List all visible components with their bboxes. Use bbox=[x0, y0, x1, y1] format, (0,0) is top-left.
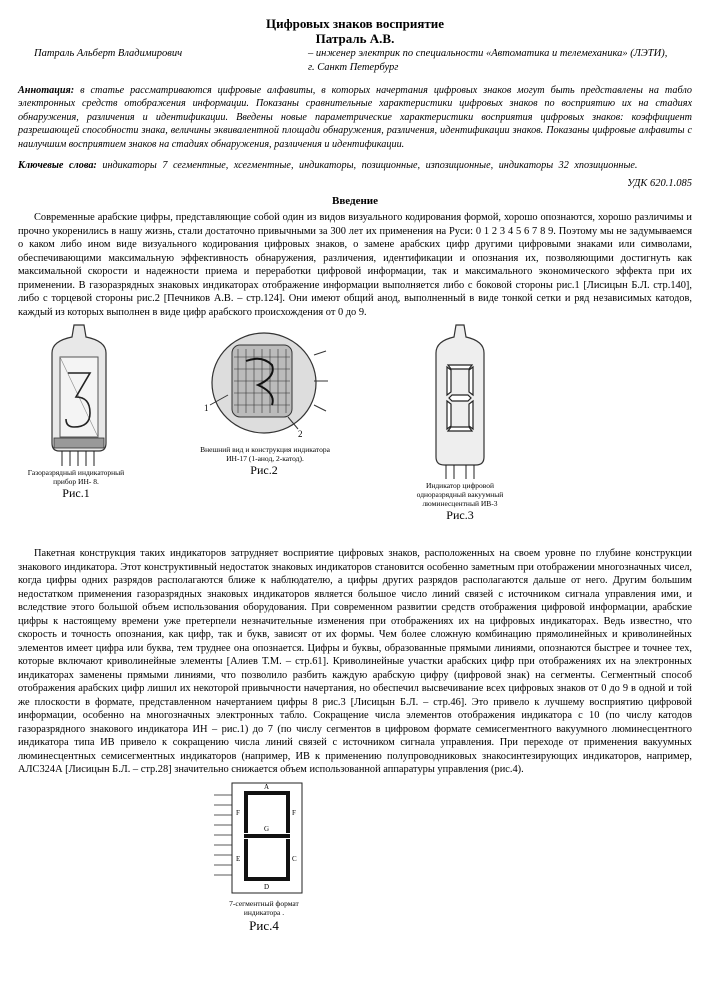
paper-title: Цифровых знаков восприятие bbox=[266, 16, 444, 31]
author-city: г. Санкт Петербург bbox=[308, 62, 399, 73]
segment-f-label: F bbox=[236, 808, 240, 817]
segment-a-label: A bbox=[264, 782, 270, 791]
figure-3-label: Рис.3 bbox=[446, 508, 474, 523]
paragraph-2: Пакетная конструкция таких индикаторов затрудняет восприятие цифровых знаков, расположенных на своем уровне по глубине конструкции знакового индикатора. Этот конструктивный недостаток знаковых индикаторов становится особенно заметным при отображении многозначных чисел, когда цифры одних разрядов располагаются ближе к наблюдателю, а цифры других разрядов располагаются дальше от него. Другим большим недостатком применения газоразрядных знаковых индикаторов является большое число линий связей с источником сигнала управления ими, и вследствие этого большой объем использования оборудования. При современном развитии средств отображения цифровой информации, арабские цифры к настоящему времени уже претерпели незначительные изменения при отображениях их на цифровых индикаторах. Ведь известно, что скорость и точность опознания, как цифр, так и букв, зависят от их формы. Чем более сложную комбинацию прямолинейных и криволинейных элементов имеет цифра или буква, тем труднее она опознается. Цифры и буквы, образованные прямыми линиями, опознаются быстрее и точнее тех, которые включают криволинейные элементы [Алиев Т.М. – стр.61]. Криволинейные участки арабских цифр при отображениях их на электронных индикаторах заменены прямыми линиями, что позволило разбить каждую арабскую цифру (цифровой знак) на сегменты. Сегментный способ отображения арабских цифр лишил их некоторой привычности начертания, но обеспечил высвечивание всех цифровых знаков от 0 до 9 в одной и той же плоскости в формате, представленном начертанием цифры 8 рис.3 [Лисицын Б.Л. – стр.46]. Это привело к лучшему восприятию цифровой информации, особенно на многозначных электронных табло. Сокращение числа элементов отображения индикатора с 10 (по числу катодов газоразрядного знакового индикатора ИН – рис.1) до 7 (по числу сегментов в цифровом формате семисегментного вакуумного люминесцентного индикатора типа ИВ привело к сокращению числа линий связей с источником сигнала управления. При переходе от применения вакуумных люминесцентных семисегментных индикаторов (например, ИВ к применению полупроводниковых знакосинтезирующих индикаторов, например, АЛС324А [Лисицын Б.Л. – стр.28] значительно снижается объем использованной аппаратуры управления (рис.4). bbox=[18, 548, 692, 776]
abstract bbox=[18, 84, 692, 151]
segment-d-label: D bbox=[264, 882, 270, 891]
author-position: – инженер электрик по специальности «Автоматика и телемеханика» (ЛЭТИ), bbox=[308, 48, 668, 59]
figure-4-label: Рис.4 bbox=[249, 917, 279, 933]
figure-2-label: Рис.2 bbox=[250, 463, 278, 478]
keywords-text: индикаторы 7 сегментные, хсегментные, индикаторы, позиционные, изпозиционные, индикаторы 32 хпозиционные. bbox=[96, 160, 638, 172]
vfd-tube-image bbox=[430, 323, 490, 481]
section-title: Введение bbox=[331, 195, 379, 208]
figure-3 bbox=[404, 323, 524, 523]
figure-4 bbox=[18, 777, 692, 947]
author-line bbox=[18, 48, 692, 61]
figure-4-caption: 7-сегментный формат индикатора . bbox=[229, 898, 299, 917]
nixie-tube-side-image bbox=[44, 323, 114, 468]
keywords bbox=[18, 159, 692, 172]
segment-c-label: C bbox=[292, 854, 297, 863]
abstract-text: в статье рассматриваются цифровые алфавиты, в которых начертания цифровых знаков могут быть представлены на табло электронных средств отображения информации. Показаны сравнительные характеристики цифровых знаков по восприятию их на стадиях обнаружения, различения и идентификации. Введены новые параметрические характеристики восприятия цифровых знаков: коэффициент разрешающей способности знака, величины эквивалентной площади обнаружения, различения, идентификации знаков. Показаны цифровые алфавиты с наилучшим восприятием знаков на стадиях обнаружения, различения и идентификации. bbox=[18, 85, 692, 150]
figures-row bbox=[18, 323, 692, 533]
segment-e-label: E bbox=[236, 854, 241, 863]
figure-1-caption: Газоразрядный индикаторный прибор ИН- 8. bbox=[27, 468, 125, 487]
udk-code: УДК 620.1.085 bbox=[627, 178, 692, 190]
paragraph-1: Современные арабские цифры, представляющие собой один из видов визуального кодирования формой, хорошо опознаются, хорошо различимы и прочно укоренились в нашу жизнь, стали достаточно привычными за 300 лет их применения на Руси: 0 1 2 3 4 5 6 7 8 9. Поэтому мы не задумываемся о каком либо ином виде визуального кодирования цифровых знаков, о замене арабских цифр другими цифровыми знаками или символами, обеспечивающими максимальную эффективность обнаружения, различения, идентификации и опознания их, позволяющими достигнуть как максимальной скорости и надежности приема и переработки цифровой информации, так и максимального экономического эффекта при их применении. В газоразрядных знаковых индикаторах отображение информации выполняется либо с боковой стороны рис.1 [Лисицын Б.Л. стр.140], либо с торцевой стороны рис.2 [Печников А.В. – стр.124]. Они имеют общий анод, выполненный в виде тонкой сетки и ряд независимых катодов, каждый из которых выполнен в виде цифр арабского происхождения от 0 до 9. bbox=[18, 212, 692, 318]
figure-2-callout-1: 1 bbox=[204, 403, 209, 414]
figure-1 bbox=[26, 323, 146, 501]
keywords-label: Ключевые слова: bbox=[18, 160, 97, 172]
seven-segment-diagram bbox=[214, 781, 324, 896]
author-heading: Патраль А.В. bbox=[315, 31, 395, 46]
figure-3-caption: Индикатор цифровой одноразрядный вакуумный люминесцентный ИВ-3 bbox=[416, 481, 504, 509]
figure-2-callout-2: 2 bbox=[298, 429, 303, 440]
figure-1-label: Рис.1 bbox=[62, 486, 90, 501]
figure-2 bbox=[194, 325, 344, 478]
paper-page bbox=[18, 16, 692, 947]
nixie-tube-end-image bbox=[202, 325, 332, 445]
figure-2-caption: Внешний вид и конструкция индикатора ИН-17 (1-анод, 2-катод). bbox=[200, 445, 330, 464]
author-name: Патраль Альберт Владимирович bbox=[34, 48, 183, 59]
abstract-label: Аннотация: bbox=[18, 85, 75, 96]
segment-b-label: F bbox=[292, 808, 296, 817]
segment-g-label: G bbox=[264, 824, 270, 833]
